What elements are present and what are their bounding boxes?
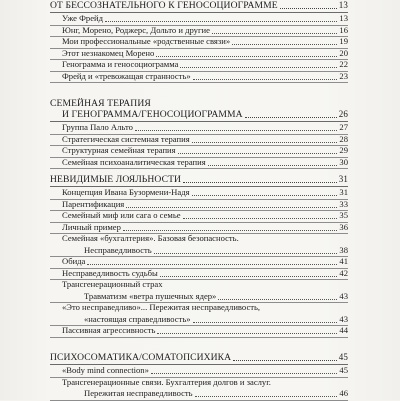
entry-page: 43 <box>339 313 348 324</box>
entry-page: 33 <box>339 198 348 209</box>
toc-entry[interactable] <box>50 256 348 268</box>
entry-title: Мои профессиональные «родственные связи» <box>62 36 231 46</box>
dot-leader <box>208 165 338 166</box>
entry-page: 38 <box>339 244 348 255</box>
entry-title: Фрейд и «тревожащая странность» <box>62 70 191 81</box>
entry-title: Пассивная агрессивность <box>62 325 156 335</box>
toc-entry[interactable] <box>50 134 348 146</box>
entry-title: Трансгенерационный страх <box>62 279 163 289</box>
entry-page: 27 <box>339 122 348 132</box>
entry-page: 13 <box>339 13 348 23</box>
toc-entry-multiline[interactable] <box>50 233 348 245</box>
entry-title: Обида <box>62 256 86 266</box>
toc-entry[interactable] <box>50 122 348 134</box>
toc-entry[interactable] <box>50 25 348 37</box>
dot-leader <box>87 264 337 265</box>
entry-title: Парентификация <box>62 198 125 209</box>
dot-leader <box>218 299 337 300</box>
dot-leader <box>151 373 338 374</box>
toc-section-3 <box>50 174 348 337</box>
entry-title: Юнг, Морено, Роджерс, Дольто и другие <box>62 24 210 35</box>
section-heading[interactable] <box>50 0 348 11</box>
entry-page: 42 <box>339 267 348 278</box>
toc-section-2 <box>50 98 348 168</box>
entry-title: Уже Фрейд <box>62 13 103 23</box>
dot-leader <box>195 396 338 397</box>
entry-title: Стратегическая системная терапия <box>62 133 190 144</box>
toc-entry[interactable] <box>50 13 348 25</box>
entry-page: 41 <box>339 256 348 266</box>
dot-leader <box>183 218 338 219</box>
dot-leader <box>233 359 337 361</box>
dot-leader <box>212 33 338 34</box>
entry-title: Семейный миф или сага о семье <box>62 210 181 220</box>
toc-entry-multiline[interactable] <box>50 279 348 291</box>
dot-leader <box>192 142 338 143</box>
dot-leader <box>280 7 337 9</box>
dot-leader <box>192 195 338 196</box>
toc-entry[interactable] <box>50 59 348 71</box>
entry-title: «настоящая справедливость» <box>84 313 191 324</box>
dot-leader <box>156 56 337 57</box>
dot-leader <box>123 230 337 231</box>
entry-page: 30 <box>339 156 348 167</box>
entry-title: Личный пример <box>62 221 121 232</box>
section-title: НЕВИДИМЫЕ ЛОЯЛЬНОСТИ <box>50 174 182 185</box>
toc-entry[interactable] <box>50 157 348 169</box>
toc-entry[interactable] <box>50 36 348 48</box>
entry-title: Группа Пало Альто <box>62 122 133 132</box>
entry-page: 28 <box>339 133 348 144</box>
entry-page: 35 <box>339 210 348 220</box>
toc-entry[interactable] <box>50 187 348 199</box>
toc-entry-continuation[interactable] <box>50 291 348 303</box>
entry-title: Травматизм «ветра пушечных ядер» <box>84 290 217 301</box>
section-page: 26 <box>338 109 348 119</box>
dot-leader <box>105 21 337 22</box>
entry-title: Несправедливость <box>84 244 152 255</box>
section-title-line2: И ГЕНОГРАММА/ГЕНОСОЦИОГРАММА <box>62 109 243 120</box>
entry-page: 31 <box>339 187 348 197</box>
entry-page: 16 <box>339 24 348 35</box>
entry-title: Трансгенерационные связи. Бухгалтерия долгов и заслуг. <box>62 376 271 387</box>
toc-entry[interactable] <box>50 325 348 337</box>
toc-entry[interactable] <box>50 365 348 377</box>
dot-leader <box>157 333 337 334</box>
section-title: ПСИХОСОМАТИКА/СОМАТОПСИХИКА <box>50 352 232 363</box>
toc-entry[interactable] <box>50 145 348 157</box>
entry-page: 23 <box>339 70 348 81</box>
section-heading[interactable] <box>50 352 348 363</box>
section-page: 45 <box>338 352 348 362</box>
entry-page: 36 <box>339 221 348 232</box>
toc-entry-continuation[interactable] <box>50 245 348 257</box>
entry-page: 46 <box>339 388 348 398</box>
toc-entry[interactable] <box>50 210 348 222</box>
toc-entry-multiline[interactable] <box>50 377 348 389</box>
entry-title: Семейная «бухгалтерия». Базовая безопасность. <box>62 233 239 243</box>
entry-title: Пережитая несправедливость <box>84 388 193 398</box>
section-heading[interactable] <box>50 98 348 120</box>
toc-section-4 <box>50 352 348 400</box>
entry-page: 19 <box>339 36 348 46</box>
entry-page: 44 <box>339 325 348 335</box>
entry-page: 45 <box>339 365 348 375</box>
section-page: 31 <box>338 174 348 184</box>
entry-page: 29 <box>339 145 348 155</box>
toc-entry[interactable] <box>50 222 348 234</box>
entry-title: «Body mind connection» <box>62 365 149 375</box>
dot-leader <box>232 44 337 45</box>
toc-section-1 <box>50 0 348 82</box>
dot-leader <box>154 253 338 254</box>
entry-page: 43 <box>339 290 348 301</box>
section-heading[interactable] <box>50 174 348 185</box>
dot-leader <box>183 181 337 183</box>
dot-leader <box>178 153 338 154</box>
entry-page: 22 <box>339 59 348 69</box>
entry-title: Семейная психоаналитическая терапия <box>62 156 206 167</box>
entry-title: Генограмма и геносоциограмма <box>62 59 179 69</box>
dot-leader <box>126 207 337 208</box>
toc-entry-continuation[interactable] <box>50 388 348 400</box>
entry-title: Этот незнакомец Морено <box>62 47 155 58</box>
section-title-line1: СЕМЕЙНАЯ ТЕРАПИЯ <box>50 98 151 109</box>
section-title: ОТ БЕССОЗНАТЕЛЬНОГО К ГЕНОСОЦИОГРАММЕ <box>50 0 278 11</box>
section-page: 13 <box>338 0 348 10</box>
toc-entry[interactable] <box>50 48 348 60</box>
entry-title: Концепция Ивана Бузормени-Надя <box>62 187 190 197</box>
dot-leader <box>193 322 338 323</box>
toc-entry[interactable] <box>50 268 348 280</box>
dot-leader <box>160 276 338 277</box>
toc-entry-continuation[interactable] <box>50 314 348 326</box>
dot-leader <box>135 130 337 131</box>
entry-page: 20 <box>339 47 348 58</box>
toc-entry-multiline[interactable] <box>50 302 348 314</box>
entry-title: Структурная семейная терапия <box>62 145 176 155</box>
dot-leader <box>180 67 337 68</box>
entry-title: Несправедливость судьбы <box>62 267 158 278</box>
dot-leader <box>245 116 337 118</box>
toc-entry[interactable] <box>50 71 348 83</box>
dot-leader <box>193 79 338 80</box>
entry-title: «Это несправедливо»... Пережитая несправедливость, <box>62 302 261 312</box>
toc-entry[interactable] <box>50 199 348 211</box>
